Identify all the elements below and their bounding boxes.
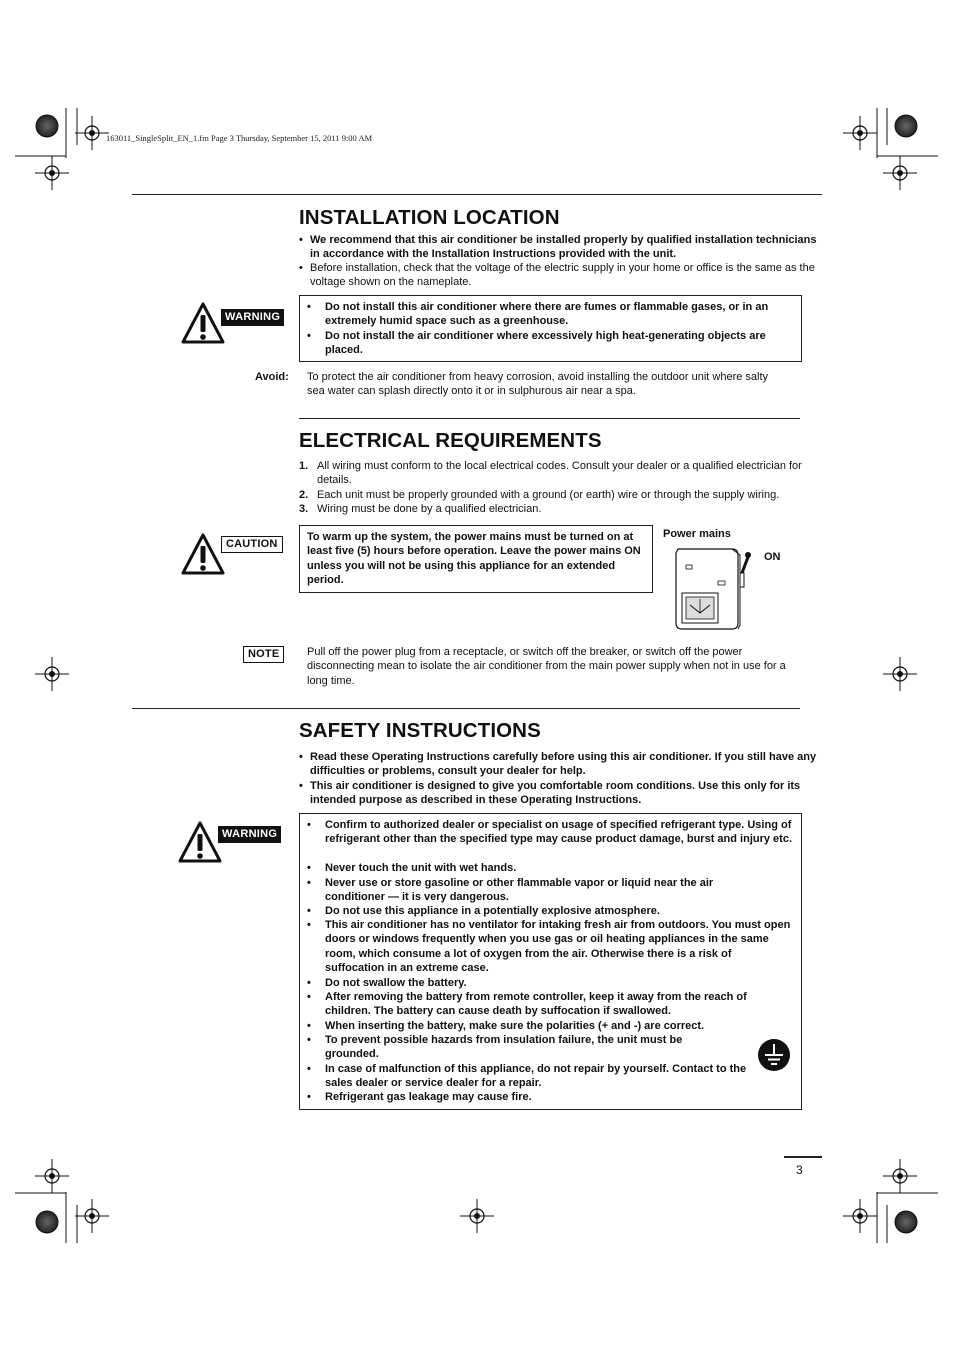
- installation-warning-box: [299, 295, 802, 362]
- installation-title: INSTALLATION LOCATION: [299, 206, 560, 229]
- file-info: 163011_SingleSplit_EN_1.fm Page 3 Thursday, September 15, 2011 9:00 AM: [106, 133, 373, 143]
- caution-triangle-icon: [181, 533, 225, 575]
- installation-warning-item-1: • Do not install this air conditioner where there are fumes or flammable gases, or in an extremely humid space such as a greenhouse.: [307, 301, 769, 328]
- caution-text: To warm up the system, the power mains must be turned on at least five (5) hours before operation. Leave the power mains ON unless you will not be using this appliance for an extended period.: [307, 531, 641, 587]
- avoid-label: Avoid:: [255, 371, 289, 383]
- electrical-item-2: 2. Each unit must be properly grounded with a ground (or earth) wire or through the supply wiring.: [299, 489, 780, 501]
- safety-bullet-1: • Read these Operating Instructions carefully before using this air conditioner. If you still have any difficulties or problems, consult your dealer for help.: [299, 751, 817, 778]
- warning-triangle-icon: [181, 302, 225, 344]
- safety-warning-label: WARNING: [218, 826, 281, 843]
- safety-title: SAFETY INSTRUCTIONS: [299, 719, 541, 742]
- installation-bullet-2: • Before installation, check that the voltage of the electric supply in your home or office is the same as the voltage shown on the nameplate.: [299, 262, 815, 289]
- electrical-item-1-num: 1.: [299, 460, 309, 472]
- safety-warning-triangle-icon: [178, 821, 222, 863]
- note-label: NOTE: [243, 646, 284, 663]
- safety-warning-item-10: • In case of malfunction of this appliance, do not repair by yourself. Contact to the sales dealer or service dealer for a repair.: [307, 1063, 747, 1090]
- page-number-rule: [784, 1156, 822, 1158]
- safety-warning-item-4: • Do not use this appliance in a potentially explosive atmosphere.: [307, 905, 660, 917]
- safety-warning-item-6: • Do not swallow the battery.: [307, 977, 467, 989]
- note-text: Pull off the power plug from a receptacle, or switch off the breaker, or switch off the power disconnecting mean to isolate the air conditioner from the main power supply when not in use for a long time.: [307, 646, 786, 687]
- safety-warning-item-7: • After removing the battery from remote controller, keep it away from the reach of children. The battery can cause death by suffocation if swallowed.: [307, 991, 747, 1018]
- electrical-item-3: 3. Wiring must be done by a qualified electrician.: [299, 503, 542, 515]
- installation-warning-item-2: • Do not install the air conditioner where excessively high heat-generating objects are placed.: [307, 330, 766, 357]
- header-rule: [132, 194, 822, 195]
- caution-box: [299, 525, 653, 593]
- safety-bullet-2: • This air conditioner is designed to give you comfortable room conditions. Use this only for its intended purpose as described in these Operating Instructions.: [299, 780, 801, 807]
- safety-warning-item-9: • To prevent possible hazards from insulation failure, the unit must be grounded.: [307, 1034, 683, 1061]
- safety-warning-box: [299, 813, 802, 1110]
- safety-warning-item-3: • Never use or store gasoline or other flammable vapor or liquid near the air conditioner — it is very dangerous.: [307, 877, 714, 904]
- on-label: ON: [764, 551, 781, 563]
- safety-warning-item-2: • Never touch the unit with wet hands.: [307, 862, 517, 874]
- power-mains-switch-icon: [670, 543, 760, 633]
- safety-warning-item-11: • Refrigerant gas leakage may cause fire.: [307, 1091, 532, 1103]
- electrical-item-3-num: 3.: [299, 503, 309, 515]
- electrical-item-2-num: 2.: [299, 489, 309, 501]
- electrical-title: ELECTRICAL REQUIREMENTS: [299, 429, 602, 452]
- section-rule-2: [132, 708, 800, 709]
- installation-bullet-1: • We recommend that this air conditioner be installed properly by qualified installation technicians in accordance with the Installation Instructions provided with the unit.: [299, 234, 817, 261]
- safety-warning-item-8: • When inserting the battery, make sure the polarities (+ and -) are correct.: [307, 1020, 705, 1032]
- power-mains-label: Power mains: [663, 528, 731, 540]
- safety-warning-item-5: • This air conditioner has no ventilator for intaking fresh air from outdoors. You must open doors or windows frequently when you use gas or oil heating appliances in the same room, which consume a lot of oxygen from the air. Otherwise there is a risk of suffocation in an extreme case.: [307, 919, 791, 975]
- avoid-text: To protect the air conditioner from heavy corrosion, avoid installing the outdoor unit where salty sea water can splash directly onto it or in sulphurous air near a spa.: [307, 371, 769, 398]
- installation-warning-label: WARNING: [221, 309, 284, 326]
- section-rule-1: [299, 418, 800, 419]
- ground-symbol-icon: [757, 1038, 791, 1072]
- safety-warning-item-1: • Confirm to authorized dealer or specialist on usage of specified refrigerant type. Using of refrigerant other than the specified type may cause product damage, burst and injury etc.: [307, 819, 793, 846]
- page-number: 3: [796, 1163, 803, 1177]
- electrical-item-1: 1. All wiring must conform to the local electrical codes. Consult your dealer or a qualified electrician for details.: [299, 460, 802, 487]
- caution-label: CAUTION: [221, 536, 283, 553]
